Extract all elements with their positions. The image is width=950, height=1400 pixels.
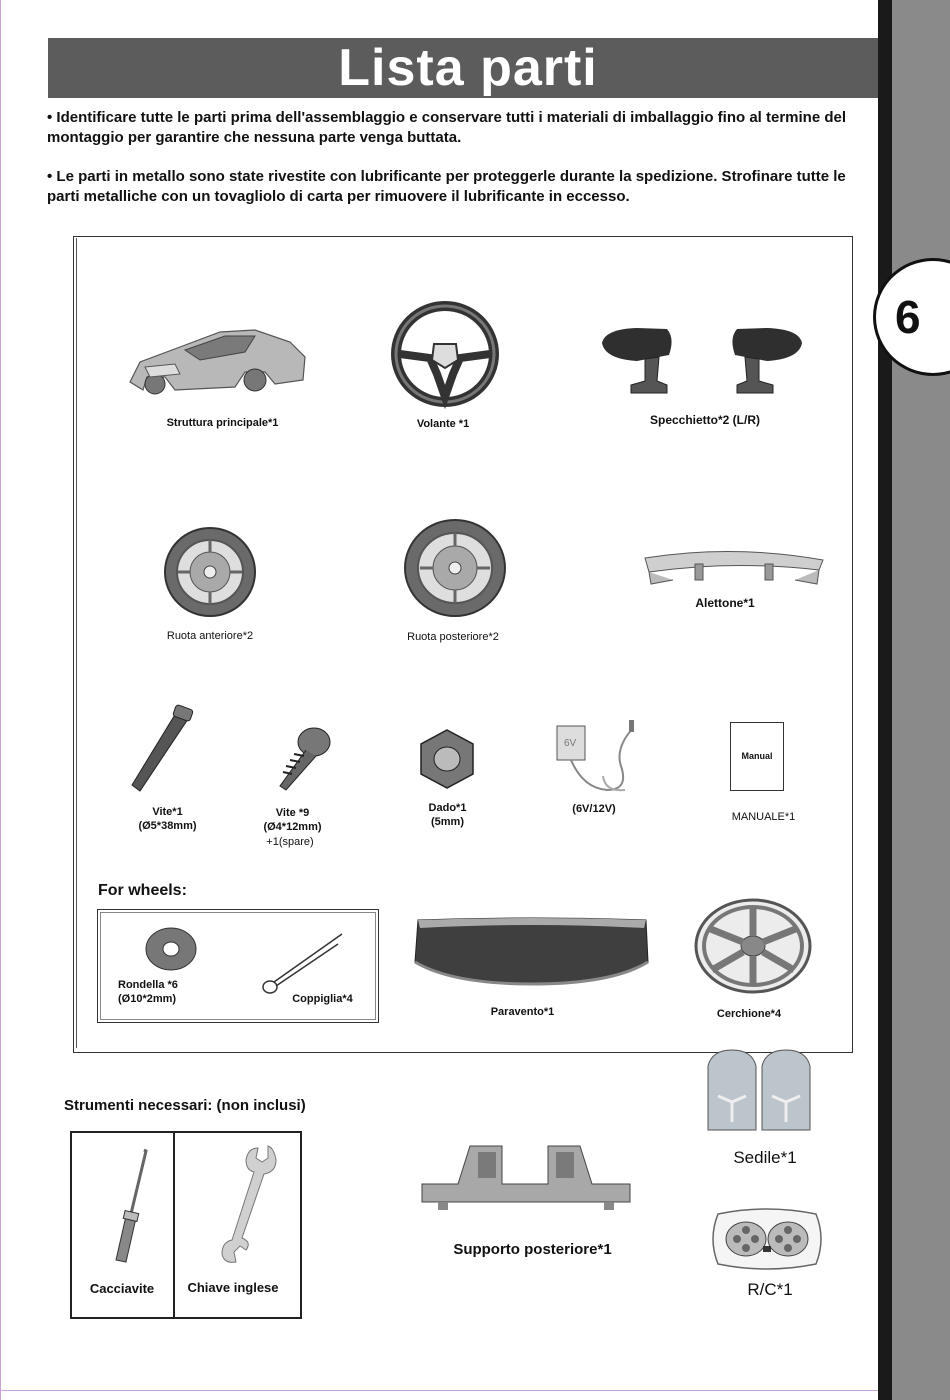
manual-label: MANUALE*1	[731, 811, 796, 823]
car-body-image	[125, 322, 310, 402]
washer-size: (Ø10*2mm)	[118, 993, 177, 1005]
note-lubricant: • Le parti in metallo sono state rivestite con lubrificante per proteggerle durante la spedizione. Strofinare tutte le parti metalliche con un tovagliolo di carta per rimuovere il lubrificante in eccesso.	[47, 168, 846, 205]
main-body-label: Struttura principale*1	[166, 417, 279, 429]
rear-support-label: Supporto posteriore*1	[453, 1241, 612, 1258]
charger-label: (6V/12V)	[572, 803, 616, 815]
tools-title: Strumenti necessari: (non inclusi)	[64, 1097, 306, 1114]
cotter-pin-image	[258, 932, 348, 998]
bolt-image	[128, 705, 198, 793]
page-title: Lista parti	[338, 39, 598, 97]
charger-image	[555, 718, 639, 796]
sidebar-band	[892, 0, 950, 1400]
windshield-image	[412, 914, 650, 986]
sidebar-stripe	[878, 0, 892, 1400]
charger-plug-text: 6V	[564, 738, 577, 749]
screw-name: Vite *9	[275, 807, 310, 819]
for-wheels-title: For wheels:	[98, 882, 187, 899]
screw-spare: +1(spare)	[266, 836, 314, 848]
seat-image	[704, 1046, 814, 1132]
mirror-label: Specchietto*2 (L/R)	[649, 413, 760, 427]
front-wheel-label: Ruota anteriore*2	[166, 630, 254, 642]
screwdriver-label: Cacciavite	[89, 1281, 155, 1296]
remote-label: R/C*1	[747, 1280, 793, 1299]
washer-name: Rondella *6	[118, 979, 178, 991]
rear-support-image	[418, 1138, 634, 1214]
windshield-label: Paravento*1	[490, 1006, 555, 1018]
bolt-name: Vite*1	[152, 806, 183, 818]
bolt-size: (Ø5*38mm)	[138, 820, 197, 832]
steering-wheel-label: Volante *1	[416, 418, 470, 430]
washer-image	[144, 926, 198, 972]
rim-image	[694, 898, 812, 994]
spoiler-image	[643, 544, 825, 590]
mirrors-image	[597, 323, 807, 398]
note-packaging: • Identificare tutte le parti prima dell'assemblaggio e conservare tutti i materiali di imballaggio fino al termine del montaggio per garantire che nessuna parte venga buttata.	[47, 109, 847, 146]
spoiler-label: Alettone*1	[695, 596, 755, 610]
rim-label: Cerchione*4	[716, 1008, 782, 1020]
page-edge-bottom	[0, 1390, 878, 1391]
remote-image	[708, 1206, 826, 1272]
nut-image	[416, 728, 478, 790]
rear-wheel-image	[403, 518, 507, 618]
screw-size: (Ø4*12mm)	[263, 821, 322, 833]
rear-wheel-label: Ruota posteriore*2	[407, 631, 499, 643]
page-edge	[0, 0, 1, 1400]
front-wheel-image	[163, 526, 257, 618]
wrench-image	[212, 1142, 280, 1266]
wrench-label: Chiave inglese	[187, 1280, 279, 1295]
steering-wheel-image	[392, 302, 498, 406]
page-number: 6	[895, 291, 921, 343]
nut-name: Dado*1	[428, 802, 467, 814]
nut-size: (5mm)	[430, 816, 464, 828]
screwdriver-image	[100, 1148, 152, 1266]
screw-image	[274, 724, 332, 792]
seat-label: Sedile*1	[733, 1148, 797, 1167]
tools-divider	[173, 1131, 175, 1317]
cotter-pin-label: Coppiglia*4	[292, 993, 353, 1005]
manual-book: Manual	[730, 722, 784, 791]
